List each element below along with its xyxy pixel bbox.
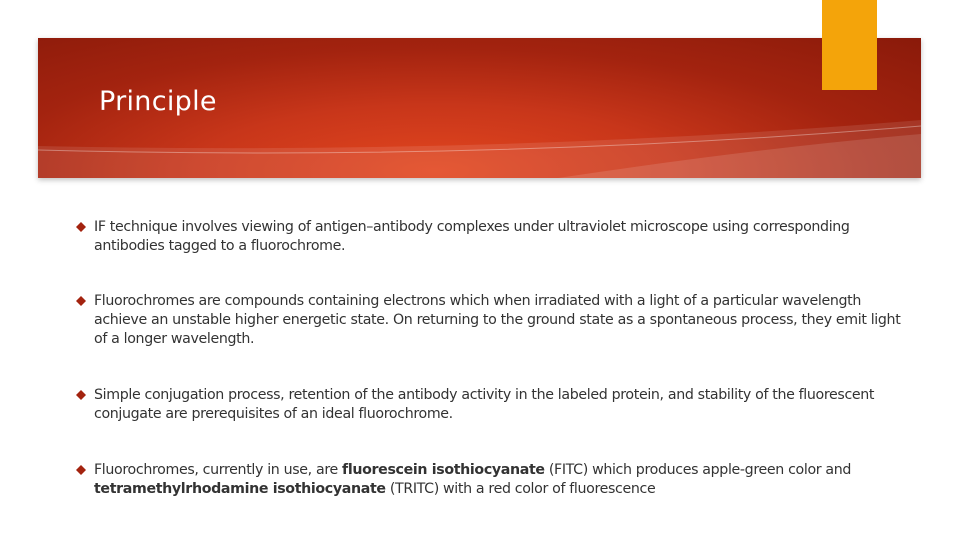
diamond-bullet-icon (76, 390, 86, 400)
bullet-text: IF technique involves viewing of antigen–antibody complexes under ultraviolet microscope using corresponding antibodies tagged to a fluorochrome. (94, 219, 850, 254)
bullet-text-part: (TRITC) with a red color of fluorescence (385, 481, 656, 497)
bullet-item-2 (76, 292, 916, 349)
bullet-text-bold-part: fluorescein isothiocyanate (342, 462, 545, 478)
bullet-text-bold-part: tetramethylrhodamine isothiocyanate (94, 481, 386, 497)
bullet-text (94, 461, 916, 499)
diamond-bullet-icon (76, 465, 86, 475)
bullet-text-part: Fluorochromes, currently in use, are (94, 462, 343, 478)
bullet-item-1 (76, 218, 916, 256)
bullet-text: Fluorochromes are compounds containing electrons which when irradiated with a light of a particular wavelength achieve an unstable higher energetic state. On returning to the ground state as a spontaneous process, they emit light of a longer wavelength. (94, 293, 901, 347)
bullet-item-3 (76, 386, 916, 424)
diamond-bullet-icon (76, 296, 86, 306)
slide-title: Principle (99, 86, 217, 117)
bullet-text: Simple conjugation process, retention of the antibody activity in the labeled protein, and stability of the fluorescent conjugate are prerequisites of an ideal fluorochrome. (94, 387, 875, 422)
bullet-text-part: (FITC) which produces apple-green color and (544, 462, 852, 478)
bullet-item-4 (76, 461, 916, 499)
diamond-bullet-icon (76, 222, 86, 232)
